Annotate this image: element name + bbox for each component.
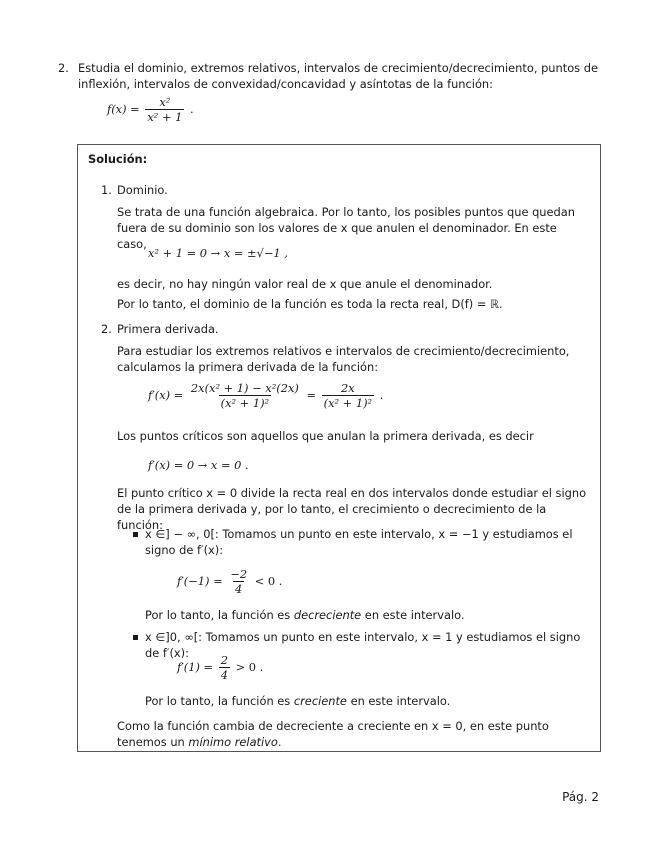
final-paragraph-post: . [277, 735, 282, 750]
bullet-2-conclusion-post: en este intervalo. [346, 694, 451, 708]
section-2-paragraph-3: El punto crítico x = 0 divide la recta real en dos intervalos donde estudiar el signo de la primera derivada y, por lo tanto, el crecimiento o decrecimiento de la función: [117, 486, 587, 533]
section-1-paragraph-1: Se trata de una función algebraica. Por lo tanto, los posibles puntos que quedan fuera de su dominio son los valores de x que anulen el denominador. En este caso, [117, 205, 575, 252]
bullet-1-denominator: 4 [235, 582, 243, 597]
problem-statement [58, 60, 603, 92]
bullet-1-conclusion-post: en este intervalo. [361, 608, 465, 622]
section-2-paragraph-2: Los puntos críticos son aquellos que anulan la primera derivada, es decir [117, 429, 534, 443]
function-denominator: x² + 1 [147, 110, 183, 125]
bullet-1-text: x ∈] − ∞, 0[: Tomamos un punto en este intervalo, x = −1 y estudiamos el signo de f′(x): [145, 527, 573, 558]
bullet-2-numerator: 2 [220, 653, 228, 667]
problem-text: Estudia el dominio, extremos relativos, intervalos de crecimiento/decrecimiento, puntos de inflexión, intervalos de convexidad/concavidad y asíntotas de la función: [78, 61, 598, 92]
derivative-equation [148, 381, 383, 411]
function-numerator: x² [159, 95, 171, 109]
bullet-2-lhs: f′(1) = [177, 659, 214, 674]
bullet-2-conclusion-emphasis: creciente [293, 694, 347, 708]
critical-point-equation: f′(x) = 0 → x = 0 . [148, 458, 249, 472]
function-period: . [189, 101, 194, 116]
derivative-numerator-2: 2x [341, 381, 355, 395]
bullet-2-text: x ∈]0, ∞[: Tomamos un punto en este intervalo, x = 1 y estudiamos el signo de f′(x): [145, 630, 581, 661]
bullet-1-fraction [228, 567, 249, 597]
section-1-number: 1. [101, 183, 112, 197]
section-2-paragraph-1: Para estudiar los extremos relativos e intervalos de crecimiento/decrecimiento, calculamos la primera derivada de la función: [117, 344, 570, 375]
function-definition [107, 95, 194, 125]
section-2-heading: Primera derivada. [117, 322, 219, 336]
bullet-1-numerator: −2 [230, 567, 248, 581]
derivative-fraction-2 [322, 381, 374, 411]
section-1-heading: Dominio. [117, 183, 168, 197]
bullet-2-conclusion-pre: Por lo tanto, la función es [145, 694, 294, 708]
function-lhs: f(x) = [107, 101, 140, 116]
bullet-1-lhs: f′(−1) = [177, 573, 223, 588]
derivative-equals: = [306, 387, 316, 402]
bullet-2-rhs: > 0 . [235, 659, 264, 674]
bullet-1-rhs: < 0 . [254, 573, 283, 588]
bullet-1-equation [177, 567, 282, 597]
page-number: Pág. 2 [562, 790, 599, 804]
section-2-number: 2. [101, 322, 112, 336]
final-paragraph-pre: Como la función cambia de decreciente a creciente en x = 0, en este punto tenemos un [117, 719, 549, 750]
problem-number: 2. [58, 61, 69, 75]
bullet-2-fraction [219, 653, 230, 683]
bullet-1-conclusion-emphasis: decreciente [293, 608, 362, 622]
bullet-1-conclusion-pre: Por lo tanto, la función es [145, 608, 294, 622]
derivative-fraction-1 [189, 381, 301, 411]
bullet-2-marker [133, 635, 138, 640]
solution-title: Solución: [88, 152, 148, 166]
section-1-paragraph-2: es decir, no hay ningún valor real de x que anule el denominador. [117, 277, 493, 291]
bullet-2-conclusion [145, 693, 450, 709]
bullet-2-equation [177, 653, 263, 683]
domain-equation: x² + 1 = 0 → x = ±√−1 , [148, 246, 288, 260]
derivative-lhs: f′(x) = [148, 387, 184, 402]
derivative-period: . [379, 387, 384, 402]
final-paragraph [117, 718, 589, 750]
derivative-denominator-2: (x² + 1)² [323, 396, 373, 411]
derivative-numerator-1: 2x(x² + 1) − x²(2x) [190, 381, 299, 395]
bullet-2-denominator: 4 [220, 668, 228, 683]
function-fraction [145, 95, 184, 125]
final-paragraph-emphasis: mínimo relativo [188, 735, 278, 750]
bullet-1-marker [133, 532, 138, 537]
derivative-denominator-1: (x² + 1)² [220, 396, 270, 411]
section-1-paragraph-3: Por lo tanto, el dominio de la función es toda la recta real, D(f) = ℝ. [117, 297, 503, 311]
bullet-1-conclusion [145, 607, 465, 623]
